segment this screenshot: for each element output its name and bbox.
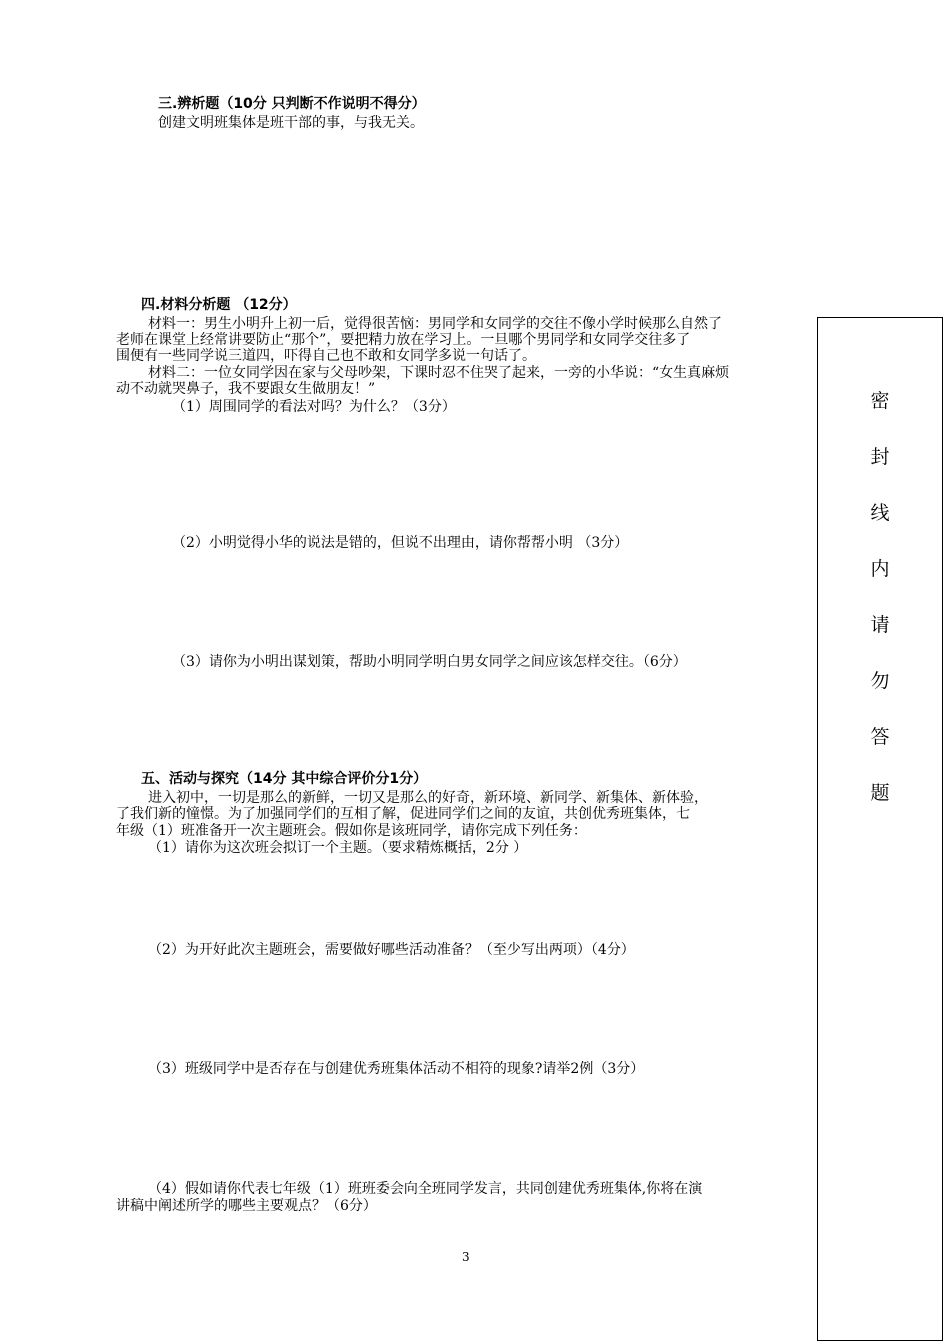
section5-intro-line3: 年级（1）班准备开一次主题班会。假如你是该班同学，请你完成下列任务： — [116, 823, 587, 839]
section3-heading: 三.辨析题（10分 只判断不作说明不得分） — [158, 96, 426, 112]
section5-question-4-line2: 讲稿中阐述所学的哪些主要观点？（6分） — [116, 1198, 377, 1214]
page-number: 3 — [462, 1250, 470, 1264]
seal-char-6: 勿 — [870, 670, 890, 692]
section4-material1-line1: 材料一：男生小明升上初一后，觉得很苦恼：男同学和女同学的交往不像小学时候那么自然了 — [148, 316, 722, 332]
seal-char-5: 请 — [870, 614, 890, 636]
section5-intro-line2: 了我们新的憧憬。为了加强同学们的互相了解，促进同学们之间的友谊，共创优秀班集体，七 — [116, 806, 690, 822]
section4-material2-line2: 动不动就哭鼻子，我不要跟女生做朋友！” — [116, 381, 376, 397]
section5-heading: 五、活动与探究（14分 其中综合评价分1分） — [141, 771, 428, 787]
section5-question-4-line1: （4）假如请你代表七年级（1）班班委会向全班同学发言，共同创建优秀班集体,你将在演 — [148, 1181, 703, 1197]
seal-char-2: 封 — [870, 446, 890, 468]
section4-question-2: （2）小明觉得小华的说法是错的，但说不出理由，请你帮帮小明 （3分） — [172, 535, 629, 551]
seal-char-1: 密 — [870, 390, 890, 412]
seal-char-8: 题 — [870, 782, 890, 804]
seal-char-3: 线 — [870, 502, 890, 524]
section4-heading: 四.材料分析题 （12分） — [141, 297, 297, 313]
section4-question-3: （3）请你为小明出谋划策，帮助小明同学明白男女同学之间应该怎样交往。（6分） — [172, 654, 687, 670]
section5-question-2: （2）为开好此次主题班会，需要做好哪些活动准备？（至少写出两项）（4分） — [148, 942, 635, 958]
section4-material2-line1: 材料二：一位女同学因在家与父母吵架，下课时忍不住哭了起来，一旁的小华说：“女生真麻烦 — [148, 365, 730, 381]
seal-char-4: 内 — [870, 558, 890, 580]
section5-question-1: （1）请你为这次班会拟订一个主题。（要求精炼概括，2分 ） — [148, 840, 528, 856]
seal-char-7: 答 — [870, 726, 890, 748]
section4-material1-line3: 围便有一些同学说三道四，吓得自己也不敢和女同学多说一句话了。 — [116, 348, 536, 364]
section4-material1-line2: 老师在课堂上经常讲要防止“那个”，要把精力放在学习上。一旦哪个男同学和女同学交往多了 — [116, 332, 691, 348]
section5-intro-line1: 进入初中，一切是那么的新鲜，一切又是那么的好奇，新环境、新同学、新集体、新体验， — [148, 790, 708, 806]
section5-question-3: （3）班级同学中是否存在与创建优秀班集体活动不相符的现象?请举2例（3分） — [148, 1061, 645, 1077]
seal-line-box — [817, 317, 943, 1341]
section3-statement: 创建文明班集体是班干部的事，与我无关。 — [158, 115, 424, 131]
section4-question-1: （1）周围同学的看法对吗？为什么？（3分） — [172, 399, 456, 415]
